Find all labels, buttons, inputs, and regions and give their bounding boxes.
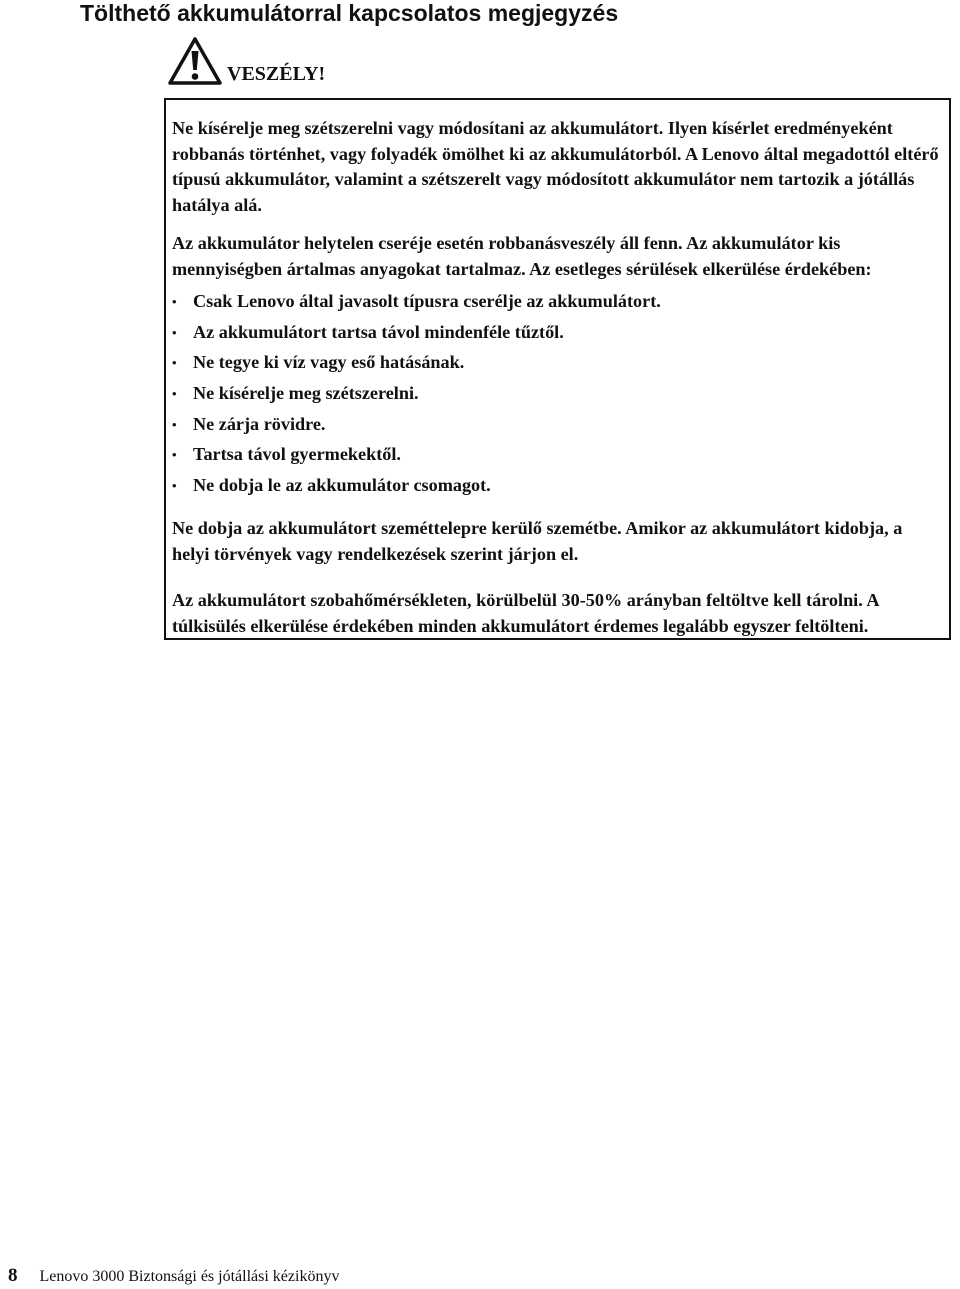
bullet-icon: •	[172, 324, 177, 340]
list-item-text: Ne zárja rövidre.	[193, 413, 326, 434]
list-item	[172, 442, 944, 473]
bullet-icon: •	[172, 447, 177, 463]
bullet-icon: •	[172, 355, 177, 371]
danger-label: VESZÉLY!	[227, 63, 326, 85]
section-heading: Tölthető akkumulátorral kapcsolatos megjegyzés	[80, 0, 619, 26]
list-item-text: Ne dobja le az akkumulátor csomagot.	[193, 475, 491, 496]
list-item-text: Ne tegye ki víz vagy eső hatásának.	[193, 352, 465, 373]
book-title: Lenovo 3000 Biztonsági és jótállási kézikönyv	[39, 1268, 340, 1285]
bullet-icon: •	[172, 386, 177, 402]
disassembly-warning-paragraph: Ne kísérelje meg szétszerelni vagy módosítani az akkumulátort. Ilyen kísérlet eredményeként robbanás történhet, vagy folyadék ömölhet ki az akkumulátorból. A Lenovo által megadottól eltérő típusú akkumulátor, valamint a szétszerelt vagy módosított akkumulátor nem tartozik a jótállás hatálya alá.	[172, 118, 939, 215]
disposal-paragraph: Ne dobja az akkumulátort szeméttelepre kerülő szemétbe. Amikor az akkumulátort kidobja, a helyi törvények vagy rendelkezések szerint járjon el.	[172, 518, 903, 564]
bullet-icon: •	[172, 416, 177, 432]
list-item	[172, 320, 944, 351]
list-item	[172, 473, 944, 504]
list-item-text: Az akkumulátort tartsa távol mindenféle tűztől.	[193, 321, 564, 342]
list-item	[172, 289, 944, 320]
list-item	[172, 412, 944, 443]
safety-bullet-list	[172, 289, 944, 504]
warning-triangle-icon	[167, 36, 223, 86]
list-item	[172, 350, 944, 381]
list-item-text: Ne kísérelje meg szétszerelni.	[193, 383, 419, 404]
list-item-text: Tartsa távol gyermekektől.	[193, 444, 401, 465]
list-item	[172, 381, 944, 412]
replacement-warning-paragraph: Az akkumulátor helytelen cseréje esetén robbanásveszély áll fenn. Az akkumulátor kis mennyiségben ártalmas anyagokat tartalmaz. Az esetleges sérülések elkerülése érdekében:	[172, 233, 872, 279]
bullet-icon: •	[172, 294, 177, 309]
page-footer	[8, 1264, 339, 1289]
list-item-text: Csak Lenovo által javasolt típusra cserélje az akkumulátort.	[193, 291, 661, 311]
bullet-icon: •	[172, 478, 177, 494]
page-number: 8	[8, 1265, 18, 1286]
danger-content-box	[164, 98, 951, 640]
storage-paragraph: Az akkumulátort szobahőmérsékleten, körülbelül 30-50% arányban feltöltve kell tárolni. A túlkisülés elkerülése érdekében minden akkumulátort érdemes legalább egyszer feltölteni.	[172, 590, 879, 636]
